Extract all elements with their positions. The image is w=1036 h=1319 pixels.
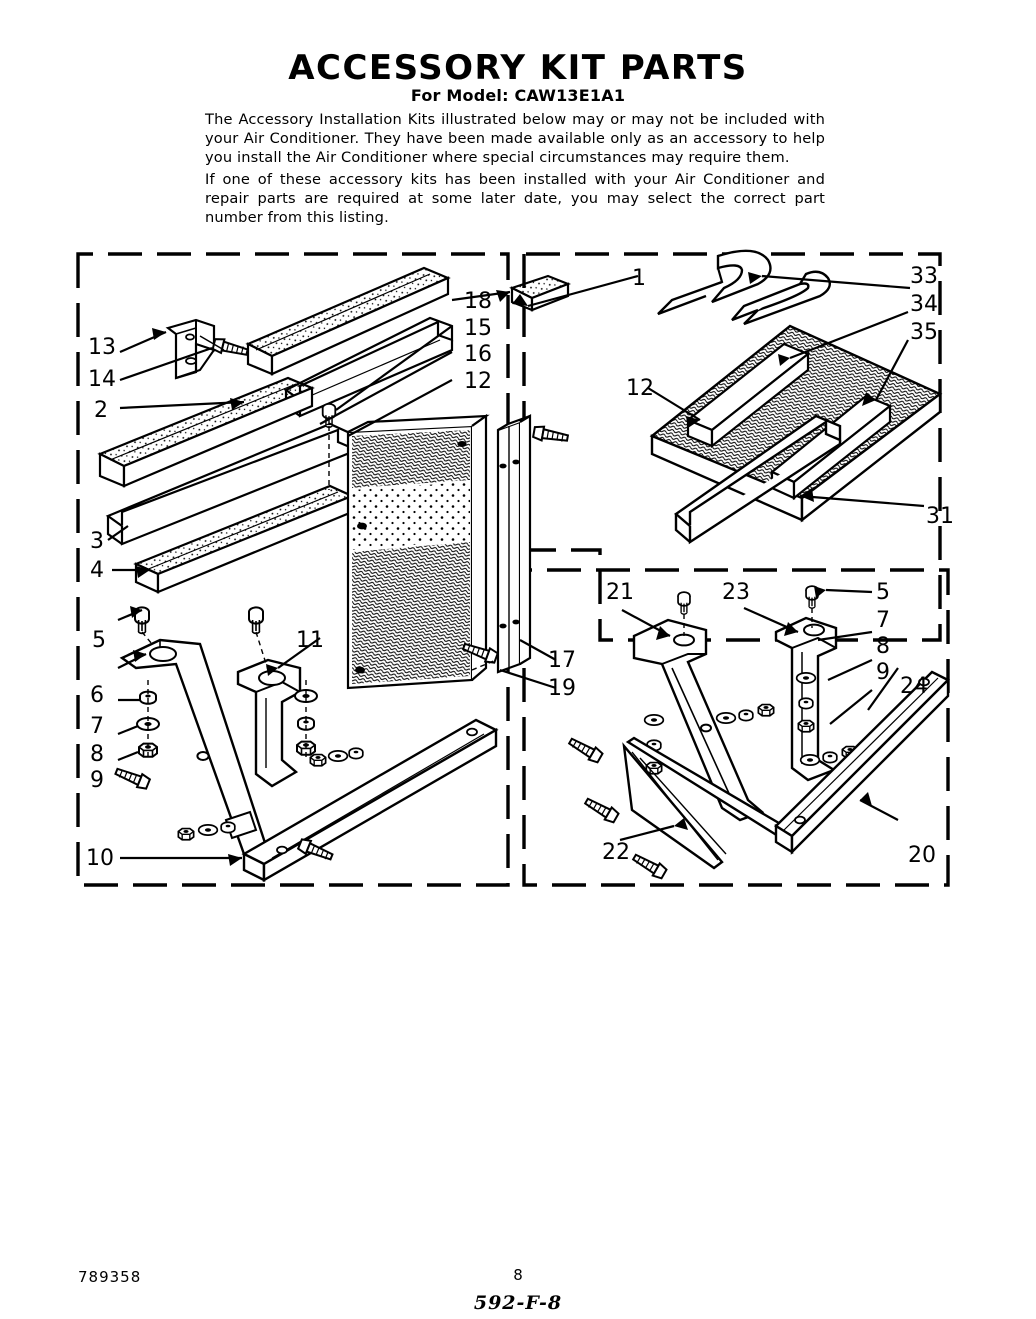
callout-5-right: 5 [876, 580, 890, 605]
part-21-bolt [678, 592, 690, 614]
callout-19: 19 [548, 676, 576, 701]
callout-2: 2 [94, 398, 108, 423]
callout-35: 35 [910, 320, 938, 345]
part-11-bracket [238, 660, 300, 786]
page-title: ACCESSORY KIT PARTS [288, 48, 748, 88]
callout-22: 22 [602, 840, 630, 865]
intro-paragraph-1: The Accessory Installation Kits illustrated below may or may not be included with your Air Conditioner. They have been made available only as an accessory to help you install the Air Conditioner where special circumstances may require them. [205, 111, 825, 167]
callout-14: 14 [88, 367, 116, 392]
callout-12: 12 [464, 369, 492, 394]
callout-31: 31 [926, 504, 954, 529]
model-subtitle: For Model: CAW13E1A1 [410, 86, 626, 105]
callout-16: 16 [464, 342, 492, 367]
part-2-rail [100, 378, 312, 486]
assembly-dash-5 [142, 632, 152, 644]
callout-23: 23 [722, 580, 750, 605]
part-12-foam-slab [652, 326, 940, 542]
part-15-screw [533, 425, 569, 445]
part-11-bolt [249, 607, 263, 633]
callout-9: 9 [90, 768, 104, 793]
callout-33: 33 [910, 264, 938, 289]
part-17-post [498, 416, 530, 672]
callout-20: 20 [908, 843, 936, 868]
callout-21: 21 [606, 580, 634, 605]
part-14-screw [212, 337, 248, 359]
intro-paragraph-2: If one of these accessory kits has been installed with your Air Conditioner and repair parts are required at some later date, you may select the correct part number from this listing. [205, 170, 825, 227]
part-4-rail [136, 486, 352, 592]
exploded-parts-illustration [0, 240, 1036, 910]
callout-34: 34 [910, 292, 938, 317]
callout-5: 5 [92, 628, 106, 653]
callout-8: 8 [90, 742, 104, 767]
callout-10: 10 [86, 846, 114, 871]
callout-7-right: 7 [876, 608, 890, 633]
part-7-washer-right [797, 673, 816, 683]
parts-drawing-svg [0, 240, 1036, 910]
page-number: 8 [513, 1266, 523, 1284]
callout-11: 11 [296, 628, 324, 653]
intro-text [205, 110, 825, 229]
callout-9-right: 9 [876, 660, 890, 685]
callout-3: 3 [90, 529, 104, 554]
document-number: 789358 [78, 1268, 142, 1286]
callout-18: 18 [464, 289, 492, 314]
part-washer-stack-mid [295, 680, 317, 758]
upper-right-panel-parts [652, 251, 940, 542]
callout-24: 24 [900, 674, 928, 699]
callout-4: 4 [90, 558, 104, 583]
page-annotation: 592-F-8 [473, 1292, 563, 1314]
callout-12-kit2: 12 [626, 376, 654, 401]
callout-7: 7 [90, 714, 104, 739]
part-hardware-stack-left-lr [645, 715, 664, 774]
callout-6: 6 [90, 683, 104, 708]
part-hardware-row-lr [717, 705, 858, 766]
callout-13: 13 [88, 335, 116, 360]
lower-right-panel-parts [567, 586, 948, 880]
callout-8-right: 8 [876, 634, 890, 659]
callout-1: 1 [632, 266, 646, 291]
part-hardware-row-right [310, 748, 362, 766]
part-9-nut-right [798, 721, 813, 732]
callout-17: 17 [548, 648, 576, 673]
callout-15: 15 [464, 316, 492, 341]
left-panel-parts [100, 268, 569, 880]
part-33-gasket [658, 251, 830, 324]
part-8-washer-right [799, 698, 813, 708]
